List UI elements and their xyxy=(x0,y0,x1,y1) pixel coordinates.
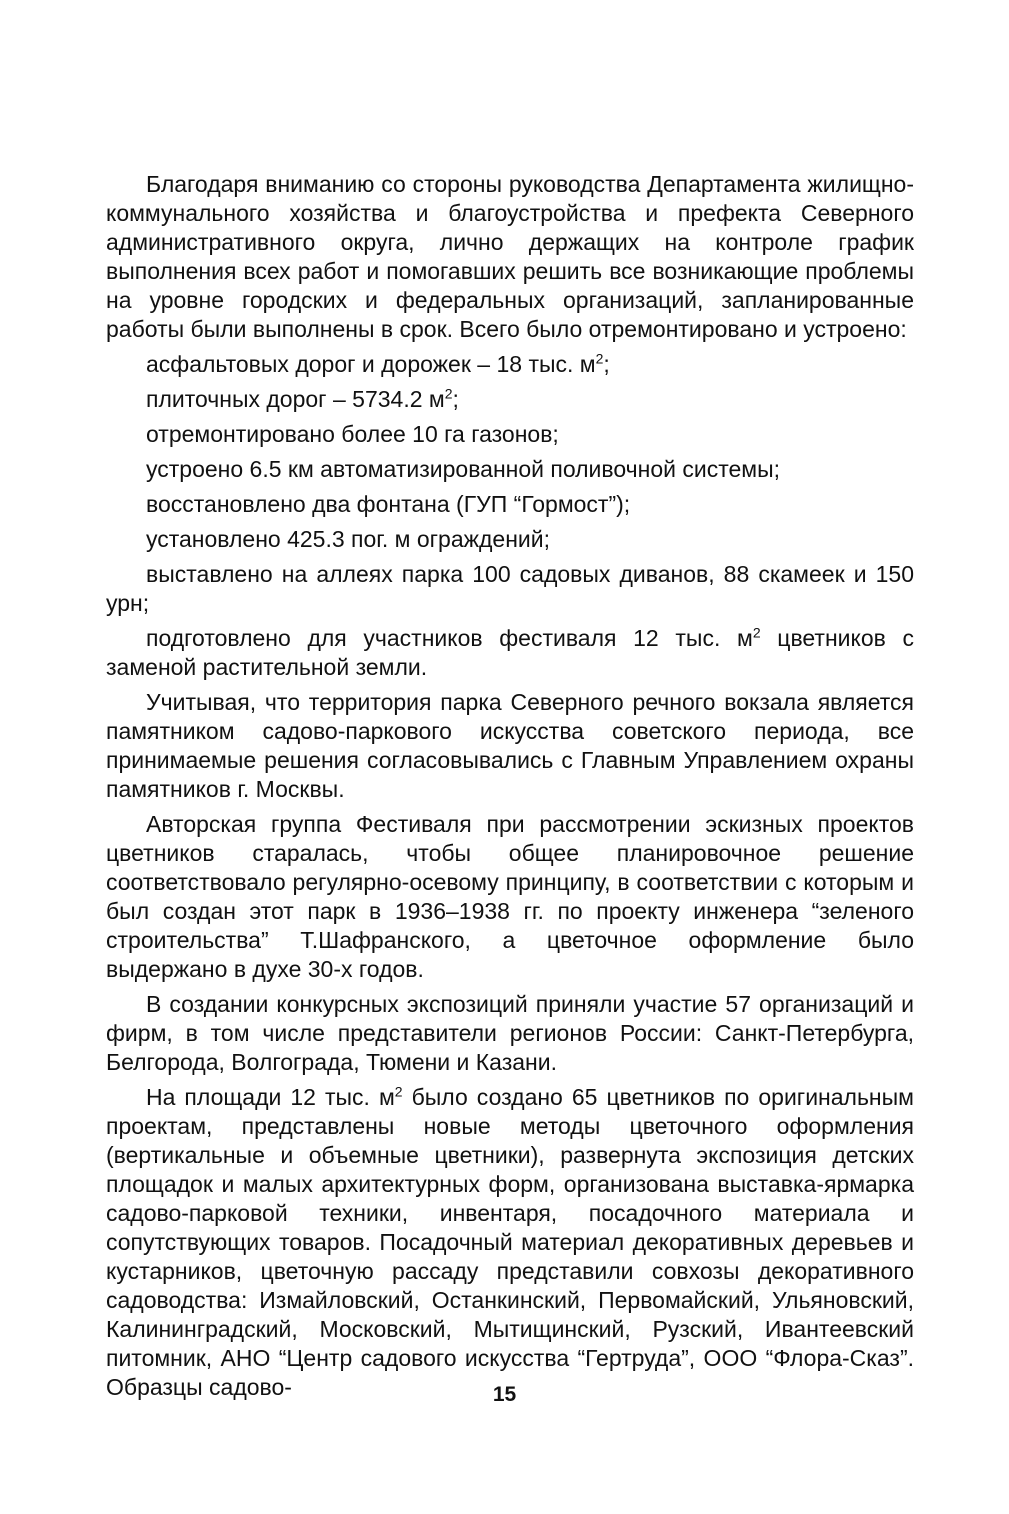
paragraph-authors: Авторская группа Фестиваля при рассмотрении эскизных проектов цветников старалась, чтобы общее планировочное решение соответствовало регулярно-осевому принципу, в соответствии с которым и был создан этот парк в 1936–1938 гг. по проекту инженера “зеленого строительства” Т.Шафранского, а цветочное оформление было выдержано в духе 30-х годов. xyxy=(106,811,914,982)
list-item: плиточных дорог – 5734.2 $м^2$; xyxy=(146,385,459,412)
document-page xyxy=(106,170,914,1408)
list-item: подготовлено для участников фестиваля 12 тыс. $м^2$ цветников с заменой растительной земли. xyxy=(106,624,915,680)
works-list xyxy=(106,350,914,682)
list-item: устроено 6.5 км автоматизированной поливочной системы; xyxy=(146,456,780,482)
list-item: отремонтировано более 10 га газонов; xyxy=(146,421,559,447)
paragraph-flowerbeds: На площади 12 тыс. $м^2$ было создано 65 цветников по оригинальным проектам, представлены новые методы цветочного оформления (вертикальные и объемные цветники), развернута экспозиция детских площадок и малых архитектурных форм, организована выставка-ярмарка садово-парковой техники, инвентаря, посадочного материала и сопутствующих товаров. Посадочный материал декоративных деревьев и кустарников, цветочную рассаду представили совхозы декоративного садоводства: Измайловский, Останкинский, Первомайский, Ульяновский, Калининградский, Московский, Мытищинский, Рузский, Ивантеевский питомник, АНО “Центр садового искусства “Гертруда”, ООО “Флора-Сказ”. Образцы садово- xyxy=(106,1083,914,1400)
paragraph-participants: В создании конкурсных экспозиций приняли участие 57 организаций и фирм, в том числе представители регионов России: Санкт-Петербурга, Белгорода, Волгограда, Тюмени и Казани. xyxy=(106,991,914,1075)
paragraph-monument: Учитывая, что территория парка Северного речного вокзала является памятником садово-паркового искусства советского периода, все принимаемые решения согласовывались с Главным Управлением охраны памятников г. Москвы. xyxy=(106,689,914,802)
paragraph-intro: Благодаря вниманию со стороны руководства Департамента жилищно-коммунального хозяйства и благоустройства и префекта Северного административного округа, лично держащих на контроле график выполнения всех работ и помогавших решить все возникающие проблемы на уровне городских и федеральных организаций, запланированные работы были выполнены в срок. Всего было отремонтировано и устроено: xyxy=(106,171,914,342)
list-item: восстановлено два фонтана (ГУП “Гормост”); xyxy=(146,491,631,517)
list-item: асфальтовых дорог и дорожек – 18 тыс. $м^2$; xyxy=(146,350,610,377)
list-item: выставлено на аллеях парка 100 садовых диванов, 88 скамеек и 150 урн; xyxy=(106,561,914,616)
list-item: установлено 425.3 пог. м ограждений; xyxy=(146,526,550,552)
page-number: 15 xyxy=(492,1383,517,1406)
